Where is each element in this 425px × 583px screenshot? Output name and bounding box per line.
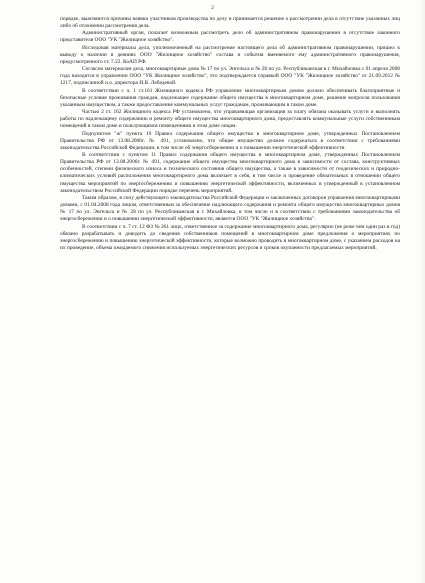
paragraph-8: В соответствии с пунктом 11 Правил содержания общего имущества в многоквартирном доме, утвержденных Постановлением Правительства РФ от 13.08.2006г. № 491, содержание общего имущества многоквартирного дома в зависимости от состава, конструктивных особенностей, степени физического износа и технического состояния общего имущества, а также в зависимости от геодезических и природно-климатических условий расположения многоквартирного дома включает в себя, в том числе и проведение обязательных в отношении общего имущества мероприятий по энергосбережению и повышению энергетической эффективности, включенных в утвержденный в установленном законодательством Российской Федерации порядке перечень мероприятий. — [60, 151, 400, 194]
page-number: 2 — [211, 5, 214, 11]
paragraph-6: Частью 2 ст. 162 Жилищного кодекса РФ установлено, что управляющая организация за плату обязана оказывать услуги и выполнять работы по надлежащему содержанию и ремонту общего имущества многоквартирного дома, предоставлять коммунальные услуги собственникам помещений в таком доме и пользующимся помещениями в этом доме лицам. — [60, 109, 400, 130]
document-body — [60, 16, 400, 252]
paragraph-1: порядке, выясняются причины неявки участников производства по делу и принимается решение о рассмотрении дела в отсутствие указанных лиц либо об отложении рассмотрения дела. — [60, 16, 400, 30]
paragraph-2: Административный орган, полагает возможным рассмотреть дело об административном правонарушении в отсутствие законного представителя ООО "УК "Жилищное хозяйство". — [60, 30, 400, 44]
page-edge-shadow — [419, 0, 425, 583]
paragraph-4: Согласно материалам дела, многоквартирные дома № 17 по ул. Энгельса и № 28 по ул. Республиканская в г. Михайловка с 01 апреля 2008 года находятся в управлении ООО "УК Жилищное хозяйство", что подтверждается справкой ООО "УК "Жилищное хозяйство" от 21.09.2012 № 1217, подписанной и.о. директора И.В. Лебедевой. — [60, 66, 400, 87]
paragraph-10: В соответствии с ч. 7 ст. 12 ФЗ № 261 лицо, ответственное за содержание многоквартирного дома, регулярно (не реже чем один раз в год) обязано разрабатывать и доводить до сведения собственников помещений в многоквартирном доме предложения о мероприятиях по энергосбережению и повышению энергетической эффективности, которые возможно проводить в многоквартирном доме, с указанием расходов на их проведение, объема ожидаемого снижения используемых энергетических ресурсов и сроков окупаемости предлагаемых мероприятий. — [60, 223, 400, 251]
paragraph-9: Таким образом, в силу действующего законодательства Российской Федерации и заключенных договоров управления многоквартирными домами, с 01.04.2008 года лицом, ответственным за обеспечение надлежащего содержания и ремонта общего имущества многоквартирных домов № 17 по ул. Энгельса и № 28 по ул. Республиканская в г. Михайловка, в том числе и в соответствии с требованиями законодательства об энергосбережении и о повышении энергетической эффективности, является ООО "УК "Жилищное хозяйство". — [60, 194, 400, 223]
paragraph-5: В соответствии с ч. 1 ст.161 Жилищного кодекса РФ управление многоквартирным домом должно обеспечивать благоприятные и безопасные условия проживания граждан, надлежащее содержание общего имущества в многоквартирном доме, решение вопросов пользования указанным имуществом, а также предоставление коммунальных услуг гражданам, проживающим в таком доме. — [60, 87, 400, 108]
paragraph-3: Исследовав материалы дела, уполномоченный на рассмотрение настоящего дела об административном правонарушении, пришел к выводу о наличии в деяниях ООО "Жилищное хозяйство" состава и события вменяемого ему административного правонарушения, предусмотренного ст. 7.22. КоАП РФ. — [60, 44, 400, 65]
paragraph-7: Подпунктом "ж" пункта 10 Правил содержания общего имущества в многоквартирном доме, утвержденных Постановлением Правительства РФ от 13.08.2006г. № 491, установлено, что общее имущество должно содержаться в соответствии с требованиями законодательства Российской Федерации, в том числе об энергосбережении и о повышении энергетической эффективности. — [60, 130, 400, 151]
